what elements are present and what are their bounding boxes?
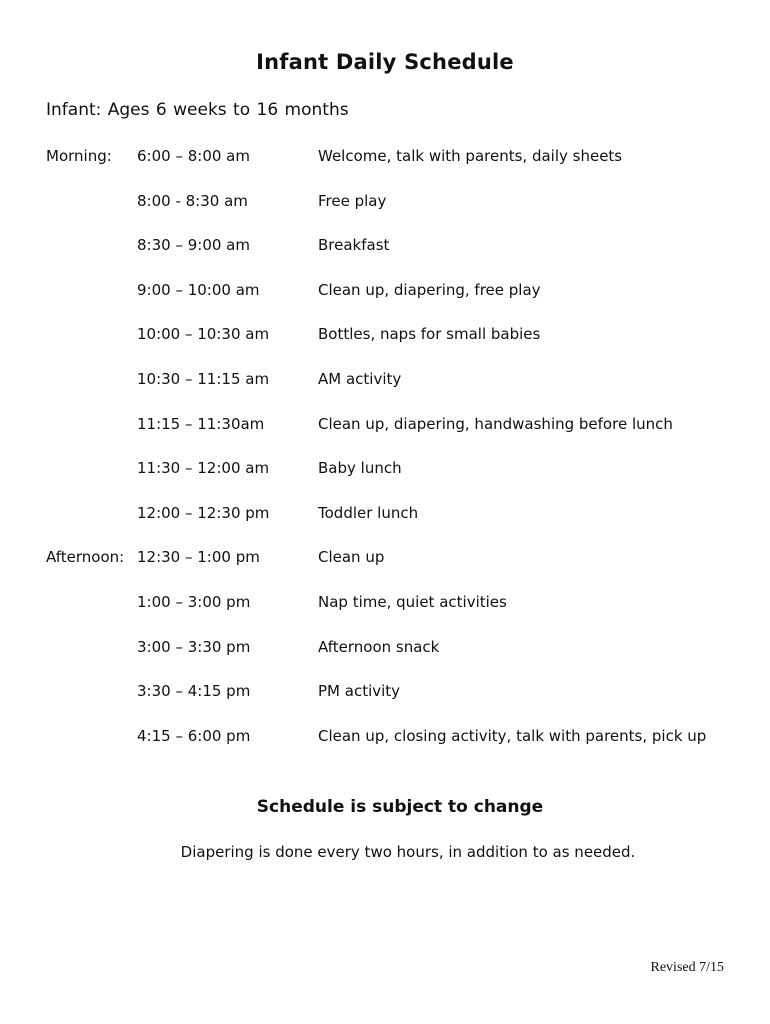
activity-description: PM activity xyxy=(318,682,401,701)
schedule-notice-text: Schedule is subject to change xyxy=(256,797,544,817)
time-range: 3:00 – 3:30 pm xyxy=(137,637,251,656)
time-range: 9:00 – 10:00 am xyxy=(137,280,260,299)
time-range: 8:00 - 8:30 am xyxy=(137,191,248,210)
schedule-row xyxy=(0,323,770,368)
activity-description: Afternoon snack xyxy=(318,637,440,656)
schedule-row xyxy=(0,457,770,502)
activity-description: AM activity xyxy=(318,369,402,388)
period-label: Morning: xyxy=(46,147,112,165)
activity-description: Breakfast xyxy=(318,236,390,255)
activity-description: Clean up xyxy=(318,548,385,567)
schedule-row xyxy=(0,546,770,591)
diapering-note xyxy=(0,842,770,861)
activity-description: Clean up, closing activity, talk with parents, pick up xyxy=(318,726,707,745)
activity-description: Clean up, diapering, handwashing before lunch xyxy=(318,414,673,433)
time-range: 3:30 – 4:15 pm xyxy=(137,682,251,701)
schedule-row xyxy=(0,591,770,636)
schedule-list xyxy=(0,145,770,769)
time-range: 1:00 – 3:00 pm xyxy=(137,592,251,611)
schedule-row xyxy=(0,368,770,413)
schedule-notice xyxy=(0,797,770,817)
time-range: 4:15 – 6:00 pm xyxy=(137,726,251,745)
time-range: 6:00 – 8:00 am xyxy=(137,147,250,165)
activity-description: Baby lunch xyxy=(318,459,402,478)
schedule-row xyxy=(0,190,770,235)
revision-date: Revised 7/15 xyxy=(650,960,724,975)
time-range: 8:30 – 9:00 am xyxy=(137,236,250,255)
time-range: 10:30 – 11:15 am xyxy=(137,369,270,388)
schedule-row xyxy=(0,234,770,279)
schedule-row xyxy=(0,145,770,190)
schedule-row xyxy=(0,725,770,770)
schedule-row xyxy=(0,502,770,547)
time-range: 12:30 – 1:00 pm xyxy=(137,548,260,567)
time-range: 12:00 – 12:30 pm xyxy=(137,503,270,522)
schedule-row xyxy=(0,680,770,725)
time-range: 11:15 – 11:30am xyxy=(137,414,265,433)
activity-description: Clean up, diapering, free play xyxy=(318,280,541,299)
period-label: Afternoon: xyxy=(46,548,125,567)
activity-description: Welcome, talk with parents, daily sheets xyxy=(318,147,623,165)
document-title: Infant Daily Schedule xyxy=(256,50,514,74)
activity-description: Nap time, quiet activities xyxy=(318,592,507,611)
time-range: 10:00 – 10:30 am xyxy=(137,325,270,344)
schedule-row xyxy=(0,279,770,324)
activity-description: Bottles, naps for small babies xyxy=(318,325,541,344)
schedule-row xyxy=(0,413,770,458)
activity-description: Free play xyxy=(318,191,387,210)
activity-description: Toddler lunch xyxy=(318,503,419,522)
age-range-subtitle: Infant: Ages 6 weeks to 16 months xyxy=(46,100,349,120)
schedule-row xyxy=(0,636,770,681)
diapering-note-text: Diapering is done every two hours, in addition to as needed. xyxy=(180,843,636,861)
time-range: 11:30 – 12:00 am xyxy=(137,459,270,478)
